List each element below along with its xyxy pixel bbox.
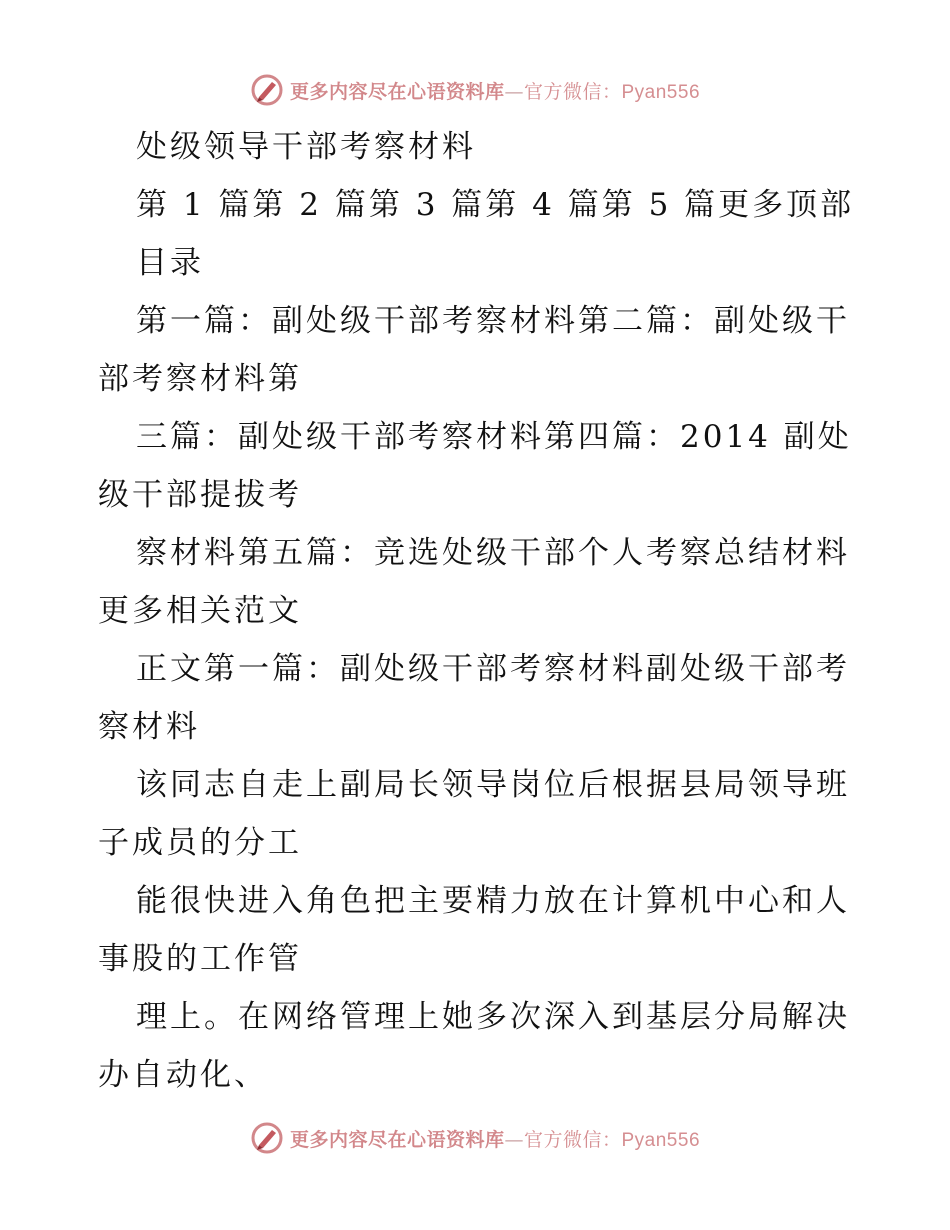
text-line: 理上。在网络管理上她多次深入到基层分局解决 [136,999,850,1035]
watermark-separator: — [504,1128,524,1151]
text-line: 部考察材料第 [98,361,302,397]
text-line: 正文第一篇：副处级干部考察材料副处级干部考 [136,651,850,687]
pen-circle-icon [250,73,284,107]
text-line: 第一篇：副处级干部考察材料第二篇：副处级干 [136,303,850,339]
text-line: 更多相关范文 [98,593,302,629]
header-watermark [0,70,950,110]
watermark-text [290,1125,700,1152]
pen-circle-icon [250,1121,284,1155]
text-line: 子成员的分工 [98,825,302,861]
text-line: 察材料 [98,709,200,745]
text-line: 事股的工作管 [98,941,302,977]
watermark-text [290,77,700,104]
watermark-separator: — [504,80,524,103]
watermark-contact: 官方微信：Pyan556 [524,1129,701,1151]
text-line: 该同志自走上副局长领导岗位后根据县局领导班 [136,767,850,803]
text-line: 察材料第五篇：竞选处级干部个人考察总结材料 [136,535,850,571]
watermark-site-text: 更多内容尽在心语资料库 [289,80,505,103]
text-line: 办自动化、 [98,1057,268,1093]
text-line: 三篇：副处级干部考察材料第四篇：2014 副处 [136,419,852,455]
text-line: 处级领导干部考察材料 [136,129,476,165]
watermark-contact: 官方微信：Pyan556 [524,81,701,103]
footer-watermark [0,1118,950,1158]
text-line: 级干部提拔考 [98,477,302,513]
document-body [98,118,858,1104]
text-line: 能很快进入角色把主要精力放在计算机中心和人 [136,883,850,919]
text-line: 目录 [136,245,204,281]
watermark-site-text: 更多内容尽在心语资料库 [289,1128,505,1151]
text-line: 第 1 篇第 2 篇第 3 篇第 4 篇第 5 篇更多顶部 [136,187,855,223]
